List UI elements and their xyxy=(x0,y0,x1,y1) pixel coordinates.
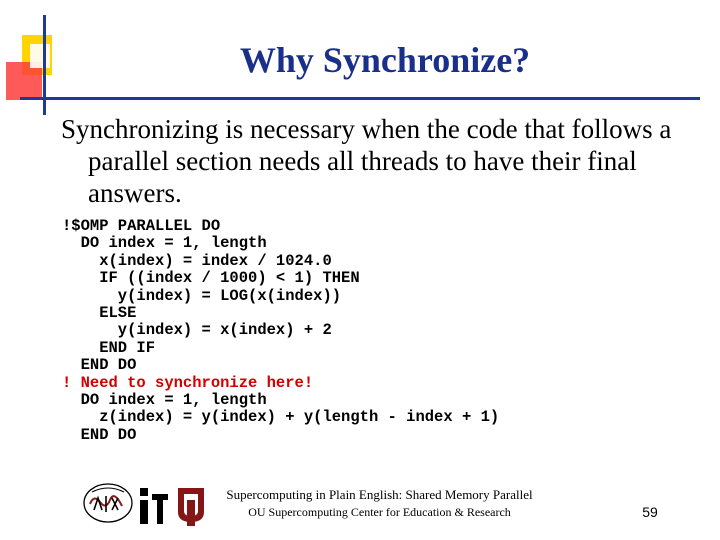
itou-logo xyxy=(138,478,208,528)
code-comment-line: ! Need to synchronize here! xyxy=(62,373,314,392)
decorative-white-square xyxy=(30,44,50,68)
code-block xyxy=(62,218,499,444)
code-line: ELSE xyxy=(62,303,137,322)
slide-title: Why Synchronize? xyxy=(239,40,531,80)
slide-body-text: Synchronizing is necessary when the code that follows a parallel section needs all threads to have their final answers. xyxy=(61,114,672,208)
footer-title: Supercomputing in Plain English: Shared Memory Parallel xyxy=(226,487,533,502)
code-line: y(index) = x(index) + 2 xyxy=(62,321,332,340)
code-line: END IF xyxy=(62,338,156,357)
horizontal-rule xyxy=(20,97,700,100)
code-line: END DO xyxy=(62,425,137,444)
code-line: DO index = 1, length xyxy=(62,234,267,253)
page-number: 59 xyxy=(642,504,658,520)
code-line: END DO xyxy=(62,356,137,375)
code-line: y(index) = LOG(x(index)) xyxy=(62,286,342,305)
code-line: DO index = 1, length xyxy=(62,390,267,409)
code-line: !$OMP PARALLEL DO xyxy=(62,217,221,235)
vertical-rule xyxy=(43,15,46,115)
footer-organization: OU Supercomputing Center for Education & Research xyxy=(248,505,511,519)
code-line: x(index) = index / 1024.0 xyxy=(62,251,332,270)
code-line: IF ((index / 1000) < 1) THEN xyxy=(62,269,360,288)
code-line: z(index) = y(index) + y(length - index + 1) xyxy=(62,408,500,427)
